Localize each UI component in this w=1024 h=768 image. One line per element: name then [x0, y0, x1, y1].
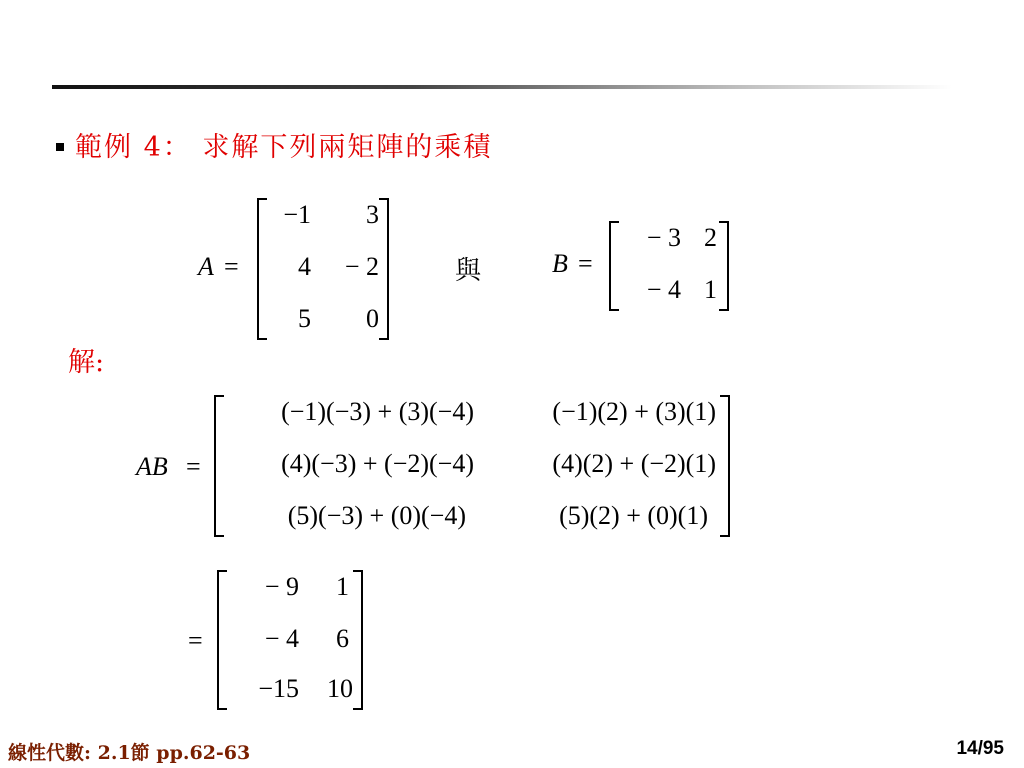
solution-label: 解:	[68, 347, 105, 378]
result-cell: 10	[327, 674, 353, 703]
product-cell: (5)(2) + (0)(1)	[559, 501, 708, 530]
result-cell: 6	[336, 624, 349, 653]
bullet-icon	[56, 143, 64, 151]
matrix-a-cell: 0	[366, 304, 379, 333]
product-result-matrix	[217, 570, 363, 710]
product-cell: (−1)(−3) + (3)(−4)	[281, 397, 474, 426]
product-name: AB	[136, 452, 168, 481]
matrix-a-cell: 5	[298, 304, 311, 333]
product-cell: (4)(2) + (−2)(1)	[552, 449, 716, 478]
page-number: 14/95	[956, 738, 1004, 759]
and-label: 與	[455, 256, 482, 286]
result-cell: −15	[258, 674, 299, 703]
matrix-a	[257, 198, 389, 340]
matrix-b-cell: 1	[704, 275, 717, 304]
matrix-b-cell: − 4	[646, 275, 681, 304]
matrix-b-equals: =	[578, 249, 593, 278]
footer-course-label: 線性代數: 2.1節 pp.62-63	[8, 742, 251, 764]
product-cell: (−1)(2) + (3)(1)	[552, 397, 716, 426]
matrix-a-cell: 4	[298, 252, 311, 281]
result-cell: 1	[336, 572, 349, 601]
product-cell: (5)(−3) + (0)(−4)	[287, 501, 466, 530]
slide-heading: 範例 4： 求解下列兩矩陣的乘積	[75, 132, 493, 163]
matrix-a-cell: 3	[366, 200, 379, 229]
matrix-a-cell: −1	[283, 200, 311, 229]
matrix-a-cell: − 2	[344, 252, 379, 281]
product-equals: =	[186, 452, 201, 481]
matrix-b-cell: 2	[704, 223, 717, 252]
matrix-b-name: B	[552, 249, 568, 278]
result-cell: − 9	[264, 572, 299, 601]
top-rule	[52, 85, 952, 89]
result-cell: − 4	[264, 624, 299, 653]
result-equals: =	[188, 626, 203, 655]
product-expanded-matrix	[214, 395, 730, 537]
matrix-a-name: A	[198, 252, 214, 281]
matrix-b	[609, 221, 729, 311]
product-cell: (4)(−3) + (−2)(−4)	[281, 449, 474, 478]
matrix-b-cell: − 3	[646, 223, 681, 252]
matrix-a-equals: =	[224, 252, 239, 281]
